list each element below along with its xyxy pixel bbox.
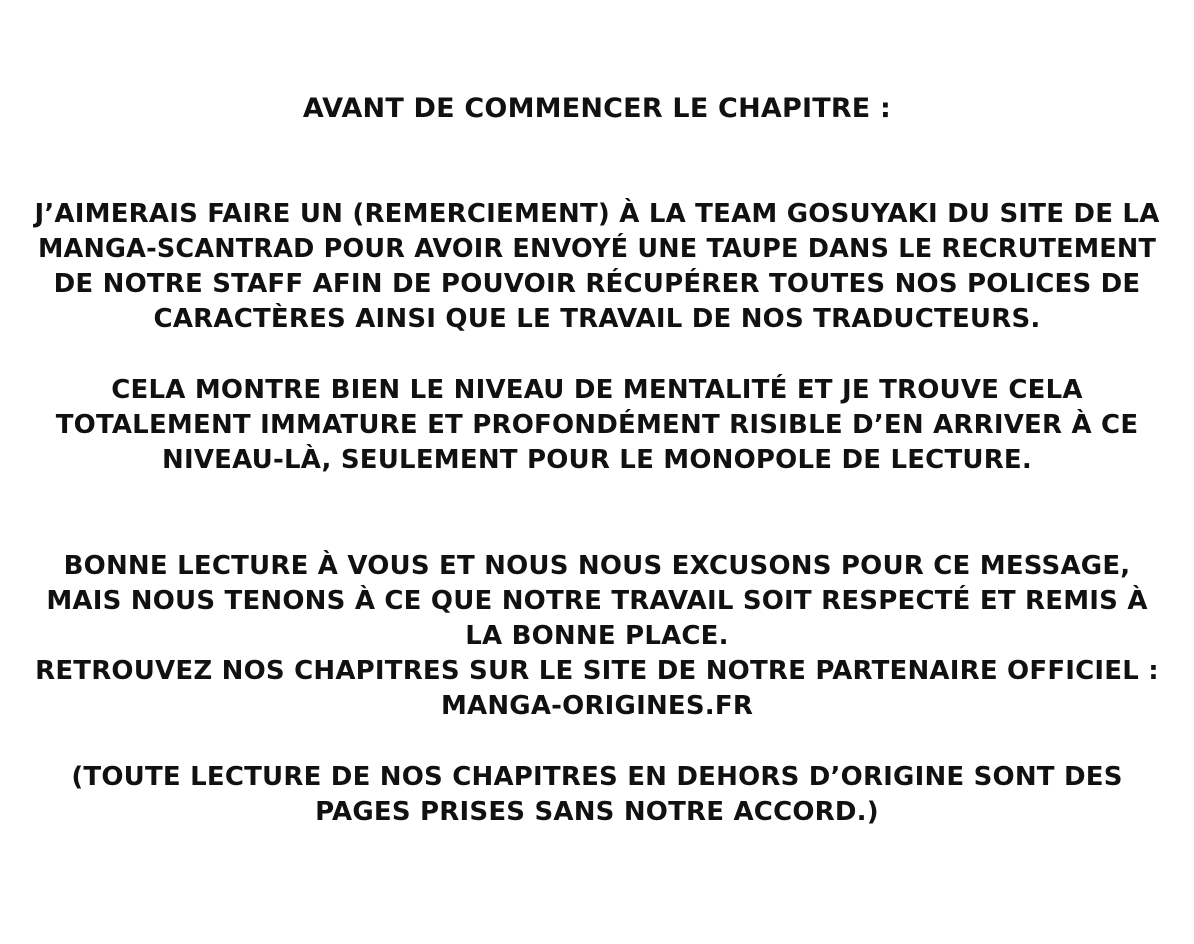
notice-title: AVANT DE COMMENCER LE CHAPITRE : [302,93,892,124]
text-line: PAGES PRISES SANS NOTRE ACCORD.) [315,797,879,827]
text-line: J’AIMERAIS FAIRE UN (REMERCIEMENT) À LA TEAM GOSUYAKI DU SITE DE LA [34,199,1160,229]
text-line: RETROUVEZ NOS CHAPITRES SUR LE SITE DE NOTRE PARTENAIRE OFFICIEL : [35,656,1159,686]
text-line: MANGA-SCANTRAD POUR AVOIR ENVOYÉ UNE TAUPE DANS LE RECRUTEMENT [37,234,1157,264]
text-line: CARACTÈRES AINSI QUE LE TRAVAIL DE NOS TRADUCTEURS. [153,304,1041,334]
text-line: LA BONNE PLACE. [465,621,729,651]
text-line: BONNE LECTURE À VOUS ET NOUS NOUS EXCUSONS POUR CE MESSAGE, [63,551,1131,581]
text-line: NIVEAU-LÀ, SEULEMENT POUR LE MONOPOLE DE LECTURE. [162,445,1032,475]
text-line: DE NOTRE STAFF AFIN DE POUVOIR RÉCUPÉRER TOUTES NOS POLICES DE [53,269,1141,299]
text-line: (TOUTE LECTURE DE NOS CHAPITRES EN DEHORS D’ORIGINE SONT DES [71,762,1123,792]
text-line: CELA MONTRE BIEN LE NIVEAU DE MENTALITÉ ET JE TROUVE CELA [111,375,1083,405]
partner-site: MANGA-ORIGINES.FR [440,691,754,721]
text-line: TOTALEMENT IMMATURE ET PROFONDÉMENT RISIBLE D’EN ARRIVER À CE [55,410,1139,440]
text-line: MAIS NOUS TENONS À CE QUE NOTRE TRAVAIL SOIT RESPECTÉ ET REMIS À [46,586,1148,616]
